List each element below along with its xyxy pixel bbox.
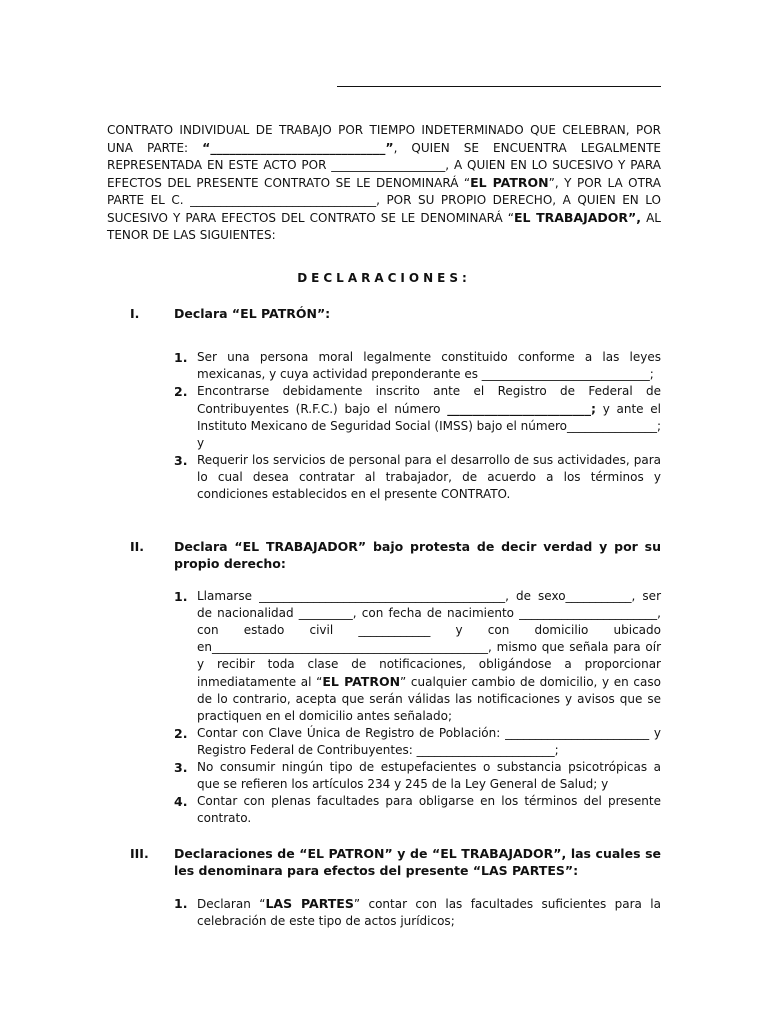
list-item (174, 759, 661, 793)
list-item (174, 349, 661, 383)
item-text-b: y ante el Instituto Mexicano de Seguridad Social (IMSS) bajo el número_______________; y (197, 402, 662, 450)
intro-text-4: AL TENOR DE LAS SIGUIENTES: (107, 211, 661, 242)
list-item (174, 383, 661, 452)
item-text-a: Encontrarse debidamente inscrito ante el Registro de Federal de Contribuyentes (R.F.C.) bajo el número (197, 384, 661, 416)
item-text: No consumir ningún tipo de estupefacientes o substancia psicotrópicas a que se refieren los artículos 234 y 245 de la Ley General de Salud; y (197, 760, 661, 791)
section-items (174, 349, 661, 503)
section-title: Declara “EL PATRÓN”: (174, 306, 331, 321)
item-number: 4. (174, 794, 188, 809)
item-text: Contar con Clave Única de Registro de Población: ________________________ y Registro Federal de Contribuyentes: _______________________; (197, 726, 661, 757)
list-item (174, 793, 661, 827)
item-number: 1. (174, 350, 188, 365)
list-item (174, 725, 661, 759)
intro-text-1: CONTRATO INDIVIDUAL DE TRABAJO POR TIEMPO INDETERMINADO QUE CELEBRAN, POR UNA PARTE: (107, 123, 661, 155)
intro-text-3: ”, Y POR LA OTRA PARTE EL C. _______________________________, POR SU PROPIO DERECHO, A QUIEN EN LO SUCESIVO Y PARA EFECTOS DEL CONTRATO SE LE DENOMINARÁ “ (107, 176, 661, 225)
item-text-b: ” contar con las facultades suficientes para la celebración de este tipo de actos jurídicos; (197, 897, 661, 928)
item-number: 1. (174, 589, 188, 604)
list-item (174, 588, 661, 725)
list-item (174, 895, 661, 930)
section-title: Declaraciones de “EL PATRON” y de “EL TRABAJADOR”, las cuales se les denominara para efectos del presente “LAS PARTES”: (174, 846, 661, 878)
contract-intro-paragraph (107, 122, 661, 244)
item-text-b: ” cualquier cambio de domicilio, y en caso de lo contrario, acepta que serán válidas las notificaciones y avisos que se practiquen en el domicilio antes señalado; (197, 675, 661, 723)
intro-text-2: , QUIEN SE ENCUENTRA LEGALMENTE REPRESENTADA EN ESTE ACTO POR ___________________, A QUIEN EN LO SUCESIVO Y PARA EFECTOS DEL PRESENTE CONTRATO SE LE DENOMINARÁ “ (107, 141, 661, 190)
item-text: Contar con plenas facultades para obligarse en los términos del presente contrato. (197, 794, 661, 825)
list-item (174, 452, 661, 503)
section-number: II. (130, 539, 145, 554)
section-items (174, 588, 661, 827)
section-items (174, 895, 661, 930)
item-bold: EL PATRON (322, 674, 401, 689)
item-text-a: Declaran “ (197, 897, 266, 911)
section-number: I. (130, 306, 140, 321)
section-title: Declara “EL TRABAJADOR” bajo protesta de decir verdad y por su propio derecho: (174, 539, 661, 571)
intro-patron: EL PATRON (470, 175, 549, 190)
item-bold: _______________________; (447, 401, 596, 416)
section-number: III. (130, 846, 149, 861)
item-bold: LAS PARTES (265, 896, 354, 911)
item-text: Ser una persona moral legalmente constituido conforme a las leyes mexicanas, y cuya actividad preponderante es ____________________________; (197, 350, 661, 381)
header-signature-line (337, 86, 661, 87)
declarations-heading: DECLARACIONES: (297, 271, 471, 285)
item-number: 3. (174, 453, 188, 468)
intro-trabajador: EL TRABAJADOR”, (513, 210, 642, 225)
intro-party-blank: “____________________________” (202, 140, 394, 155)
item-number: 1. (174, 896, 188, 911)
item-text: Requerir los servicios de personal para el desarrollo de sus actividades, para lo cual desea contratar al trabajador, de acuerdo a los términos y condiciones establecidos en el presente CONTRATO. (197, 453, 661, 501)
item-text-a: Llamarse _________________________________________, de sexo___________, ser de nacionalidad _________, con fecha de nacimiento _______________________, con estado civil ____________ y con domicilio ubicado en______________________________________________, mismo que señala para oír y recibir toda clase de notificaciones, obligándose a proporcionar inmediatamente al “ (197, 589, 661, 689)
item-number: 2. (174, 726, 188, 741)
item-number: 2. (174, 384, 188, 399)
item-number: 3. (174, 760, 188, 775)
